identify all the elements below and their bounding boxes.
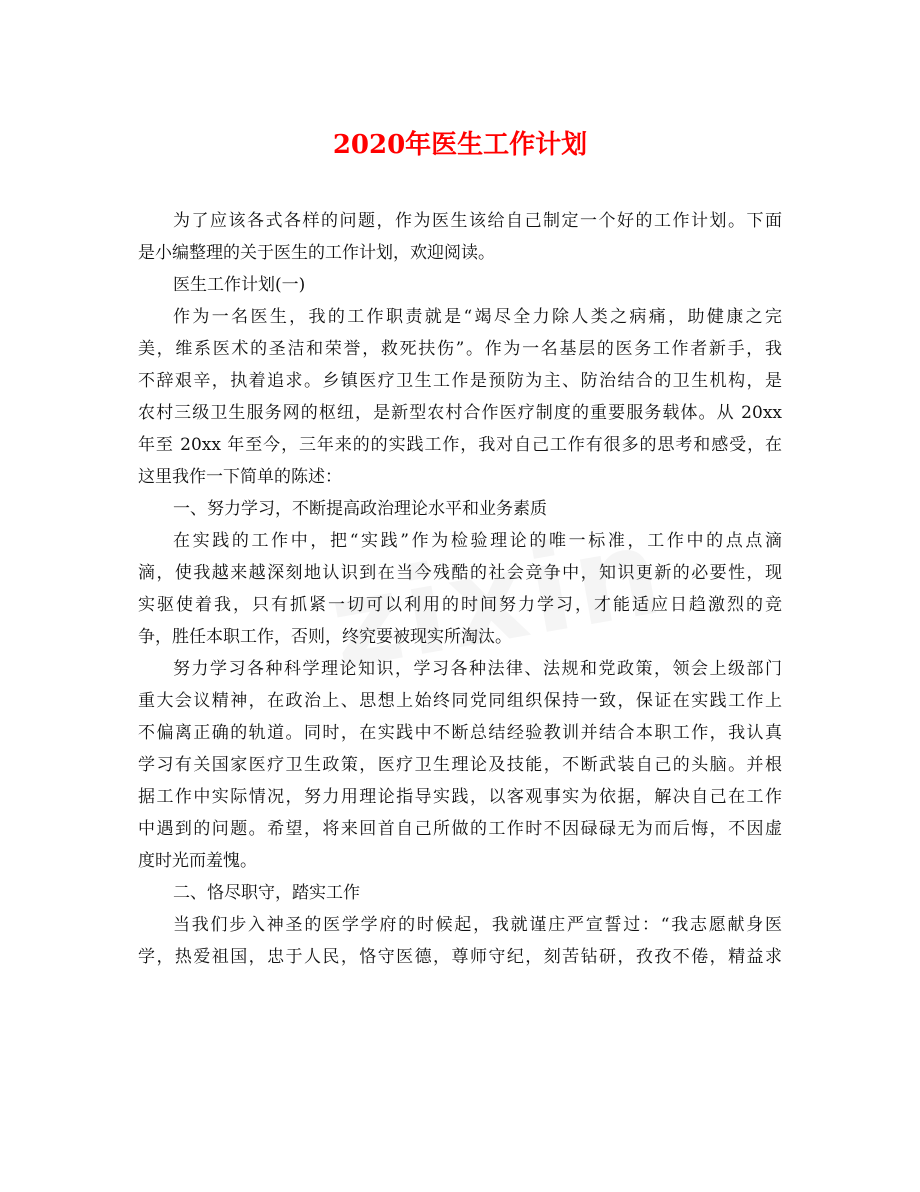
section-heading: 二、恪尽职守，踏实工作: [173, 883, 360, 903]
paragraph-line: 实驱使着我，只有抓紧一切可以利用的时间努力学习，才能适应日趋激烈的竞: [138, 595, 782, 615]
paragraph-line: 学习有关国家医疗卫生政策，医疗卫生理论及技能，不断武装自己的头脑。并根: [138, 755, 782, 775]
document-body: [138, 205, 782, 973]
paragraph-line: 不辞艰辛，执着追求。乡镇医疗卫生工作是预防为主、防治结合的卫生机构，是: [138, 371, 782, 391]
paragraph-line: 争，胜任本职工作，否则，终究要被现实所淘汰。: [138, 627, 512, 647]
paragraph-line: 学，热爱祖国，忠于人民，恪守医德，尊师守纪，刻苦钻研，孜孜不倦，精益求: [138, 947, 782, 967]
paragraph-line: 中遇到的问题。希望，将来回首自己所做的工作时不因碌碌无为而后悔，不因虚: [138, 819, 782, 839]
document-title: 2020年医生工作计划: [332, 130, 588, 160]
section-heading: 一、努力学习，不断提高政治理论水平和业务素质: [173, 499, 547, 519]
section-heading: 医生工作计划(一): [173, 275, 306, 295]
paragraph-line: 为了应该各式各样的问题，作为医生该给自己制定一个好的工作计划。下面: [173, 211, 782, 231]
paragraph-line: 作为一名医生，我的工作职责就是“竭尽全力除人类之病痛，助健康之完: [173, 307, 782, 327]
paragraph-line: 度时光而羞愧。: [138, 851, 257, 871]
paragraph-line: 年至 20xx 年至今，三年来的的实践工作，我对自己工作有很多的思考和感受，在: [138, 435, 782, 455]
paragraph-line: 重大会议精神，在政治上、思想上始终同党同组织保持一致，保证在实践工作上: [138, 691, 782, 711]
paragraph-line: 努力学习各种科学理论知识，学习各种法律、法规和党政策，领会上级部门: [173, 659, 782, 679]
paragraph-line: 不偏离正确的轨道。同时，在实践中不断总结经验教训并结合本职工作，我认真: [138, 723, 782, 743]
paragraph-line: 农村三级卫生服务网的枢纽，是新型农村合作医疗制度的重要服务载体。从 20xx: [138, 403, 782, 423]
paragraph-line: 在实践的工作中，把“实践”作为检验理论的唯一标准，工作中的点点滴: [173, 531, 782, 551]
paragraph-line: 当我们步入神圣的医学学府的时候起，我就谨庄严宣誓过：“我志愿献身医: [173, 915, 782, 935]
paragraph-line: 美，维系医术的圣洁和荣誉，救死扶伤”。作为一名基层的医务工作者新手，我: [138, 339, 782, 359]
paragraph-line: 这里我作一下简单的陈述：: [138, 467, 342, 487]
paragraph-line: 是小编整理的关于医生的工作计划，欢迎阅读。: [138, 243, 495, 263]
paragraph-line: 据工作中实际情况，努力用理论指导实践，以客观事实为依据，解决自己在工作: [138, 787, 782, 807]
paragraph-line: 滴，使我越来越深刻地认识到在当今残酷的社会竞争中，知识更新的必要性，现: [138, 563, 782, 583]
